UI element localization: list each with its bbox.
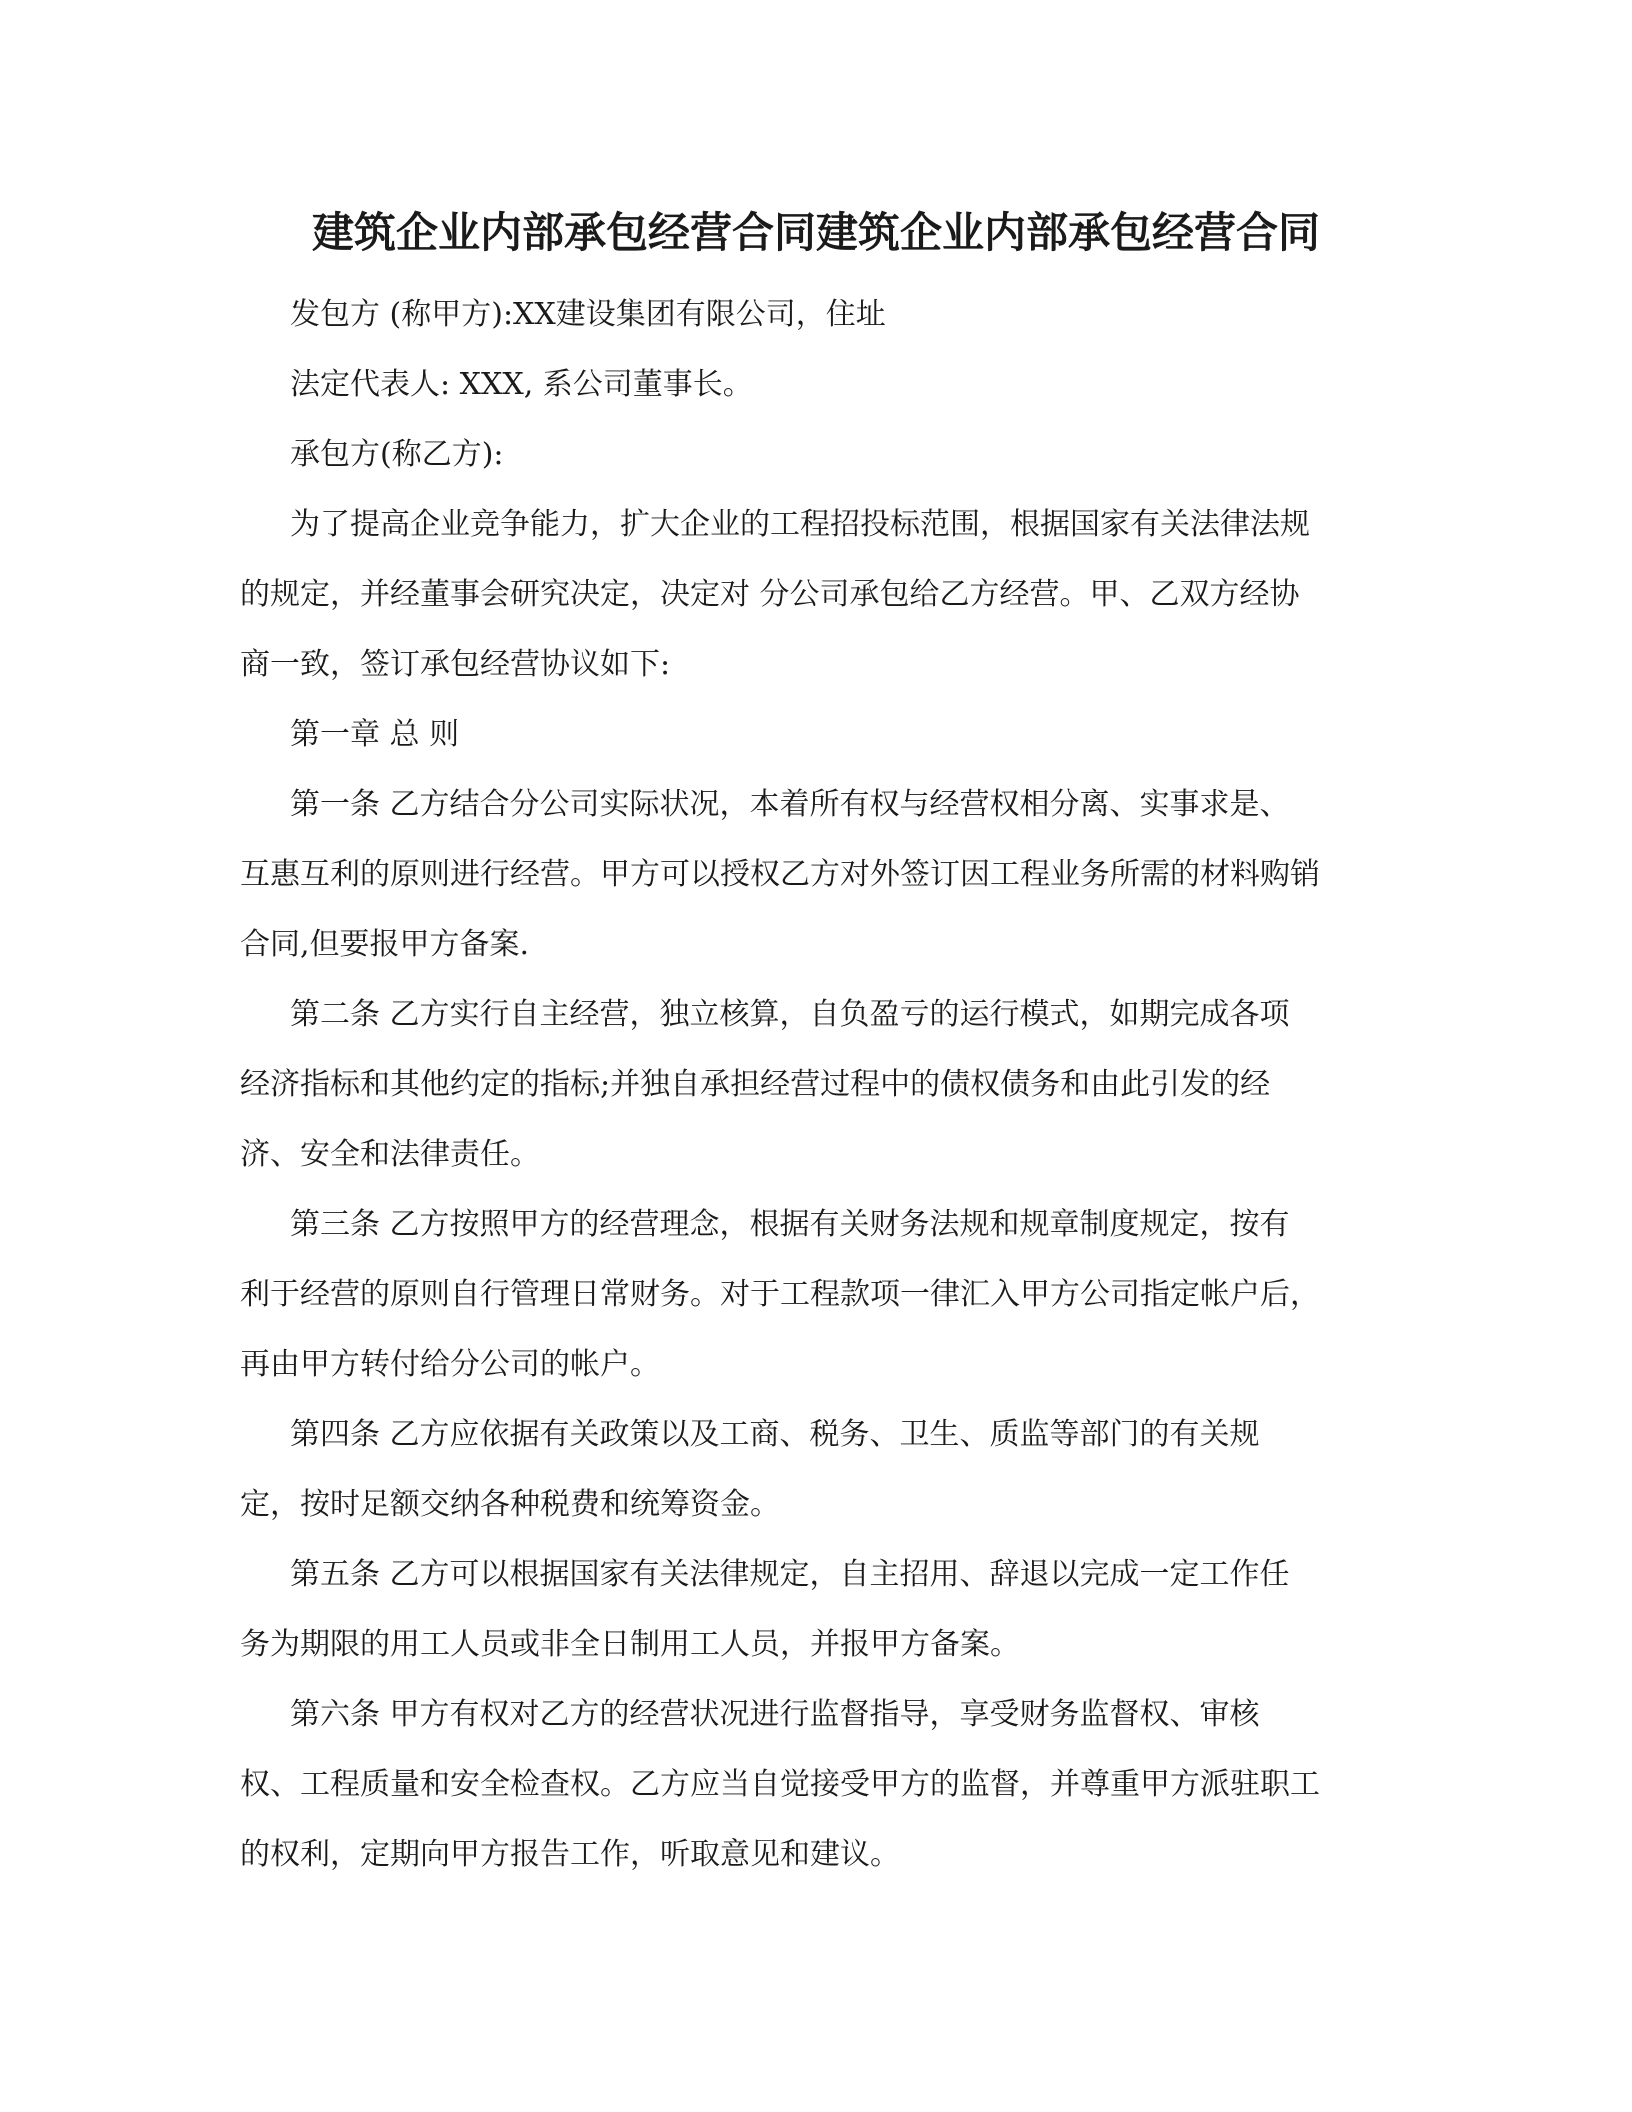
document-title: 建筑企业内部承包经营合同建筑企业内部承包经营合同 bbox=[311, 208, 1320, 257]
article-1 bbox=[240, 770, 1380, 980]
intro-line: 为了提高企业竞争能力，扩大企业的工程招投标范围，根据国家有关法律法规 bbox=[290, 507, 1310, 542]
article-line: 权、工程质量和安全检查权。乙方应当自觉接受甲方的监督，并尊重甲方派驻职工 bbox=[240, 1767, 1320, 1802]
contractor-line: 承包方(称乙方): bbox=[290, 437, 504, 472]
article-line: 第三条 乙方按照甲方的经营理念，根据有关财务法规和规章制度规定，按有 bbox=[290, 1207, 1290, 1242]
article-5 bbox=[240, 1540, 1380, 1680]
article-line: 第四条 乙方应依据有关政策以及工商、税务、卫生、质监等部门的有关规 bbox=[290, 1417, 1260, 1452]
article-4 bbox=[240, 1400, 1380, 1540]
article-line: 第五条 乙方可以根据国家有关法律规定，自主招用、辞退以完成一定工作任 bbox=[290, 1557, 1290, 1592]
article-3 bbox=[240, 1190, 1380, 1400]
article-line: 利于经营的原则自行管理日常财务。对于工程款项一律汇入甲方公司指定帐户后， bbox=[240, 1277, 1320, 1312]
intro-line: 的规定，并经董事会研究决定，决定对 分公司承包给乙方经营。甲、乙双方经协 bbox=[240, 577, 1300, 612]
article-line: 济、安全和法律责任。 bbox=[240, 1137, 540, 1172]
article-line: 第二条 乙方实行自主经营，独立核算，自负盈亏的运行模式，如期完成各项 bbox=[290, 997, 1290, 1032]
article-line: 经济指标和其他约定的指标;并独自承担经营过程中的债权债务和由此引发的经 bbox=[240, 1067, 1271, 1102]
article-line: 互惠互利的原则进行经营。甲方可以授权乙方对外签订因工程业务所需的材料购销 bbox=[240, 857, 1320, 892]
article-line: 定，按时足额交纳各种税费和统筹资金。 bbox=[240, 1487, 780, 1522]
article-line: 的权利，定期向甲方报告工作，听取意见和建议。 bbox=[240, 1837, 900, 1872]
intro-line: 商一致，签订承包经营协议如下: bbox=[240, 647, 671, 682]
document-body bbox=[240, 280, 1380, 1890]
article-line: 务为期限的用工人员或非全日制用工人员，并报甲方备案。 bbox=[240, 1627, 1020, 1662]
employer-line: 发包方 (称甲方):XX建设集团有限公司，住址 bbox=[290, 297, 886, 332]
intro-paragraph bbox=[240, 490, 1380, 700]
legal-representative-line: 法定代表人: XXX, 系公司董事长。 bbox=[290, 367, 753, 402]
chapter-heading: 第一章 总 则 bbox=[290, 717, 460, 752]
article-line: 第一条 乙方结合分公司实际状况，本着所有权与经营权相分离、实事求是、 bbox=[290, 787, 1290, 822]
article-6 bbox=[240, 1680, 1380, 1890]
article-line: 合同,但要报甲方备案. bbox=[240, 927, 530, 962]
article-line: 再由甲方转付给分公司的帐户。 bbox=[240, 1347, 660, 1382]
article-line: 第六条 甲方有权对乙方的经营状况进行监督指导，享受财务监督权、审核 bbox=[290, 1697, 1260, 1732]
article-2 bbox=[240, 980, 1380, 1190]
